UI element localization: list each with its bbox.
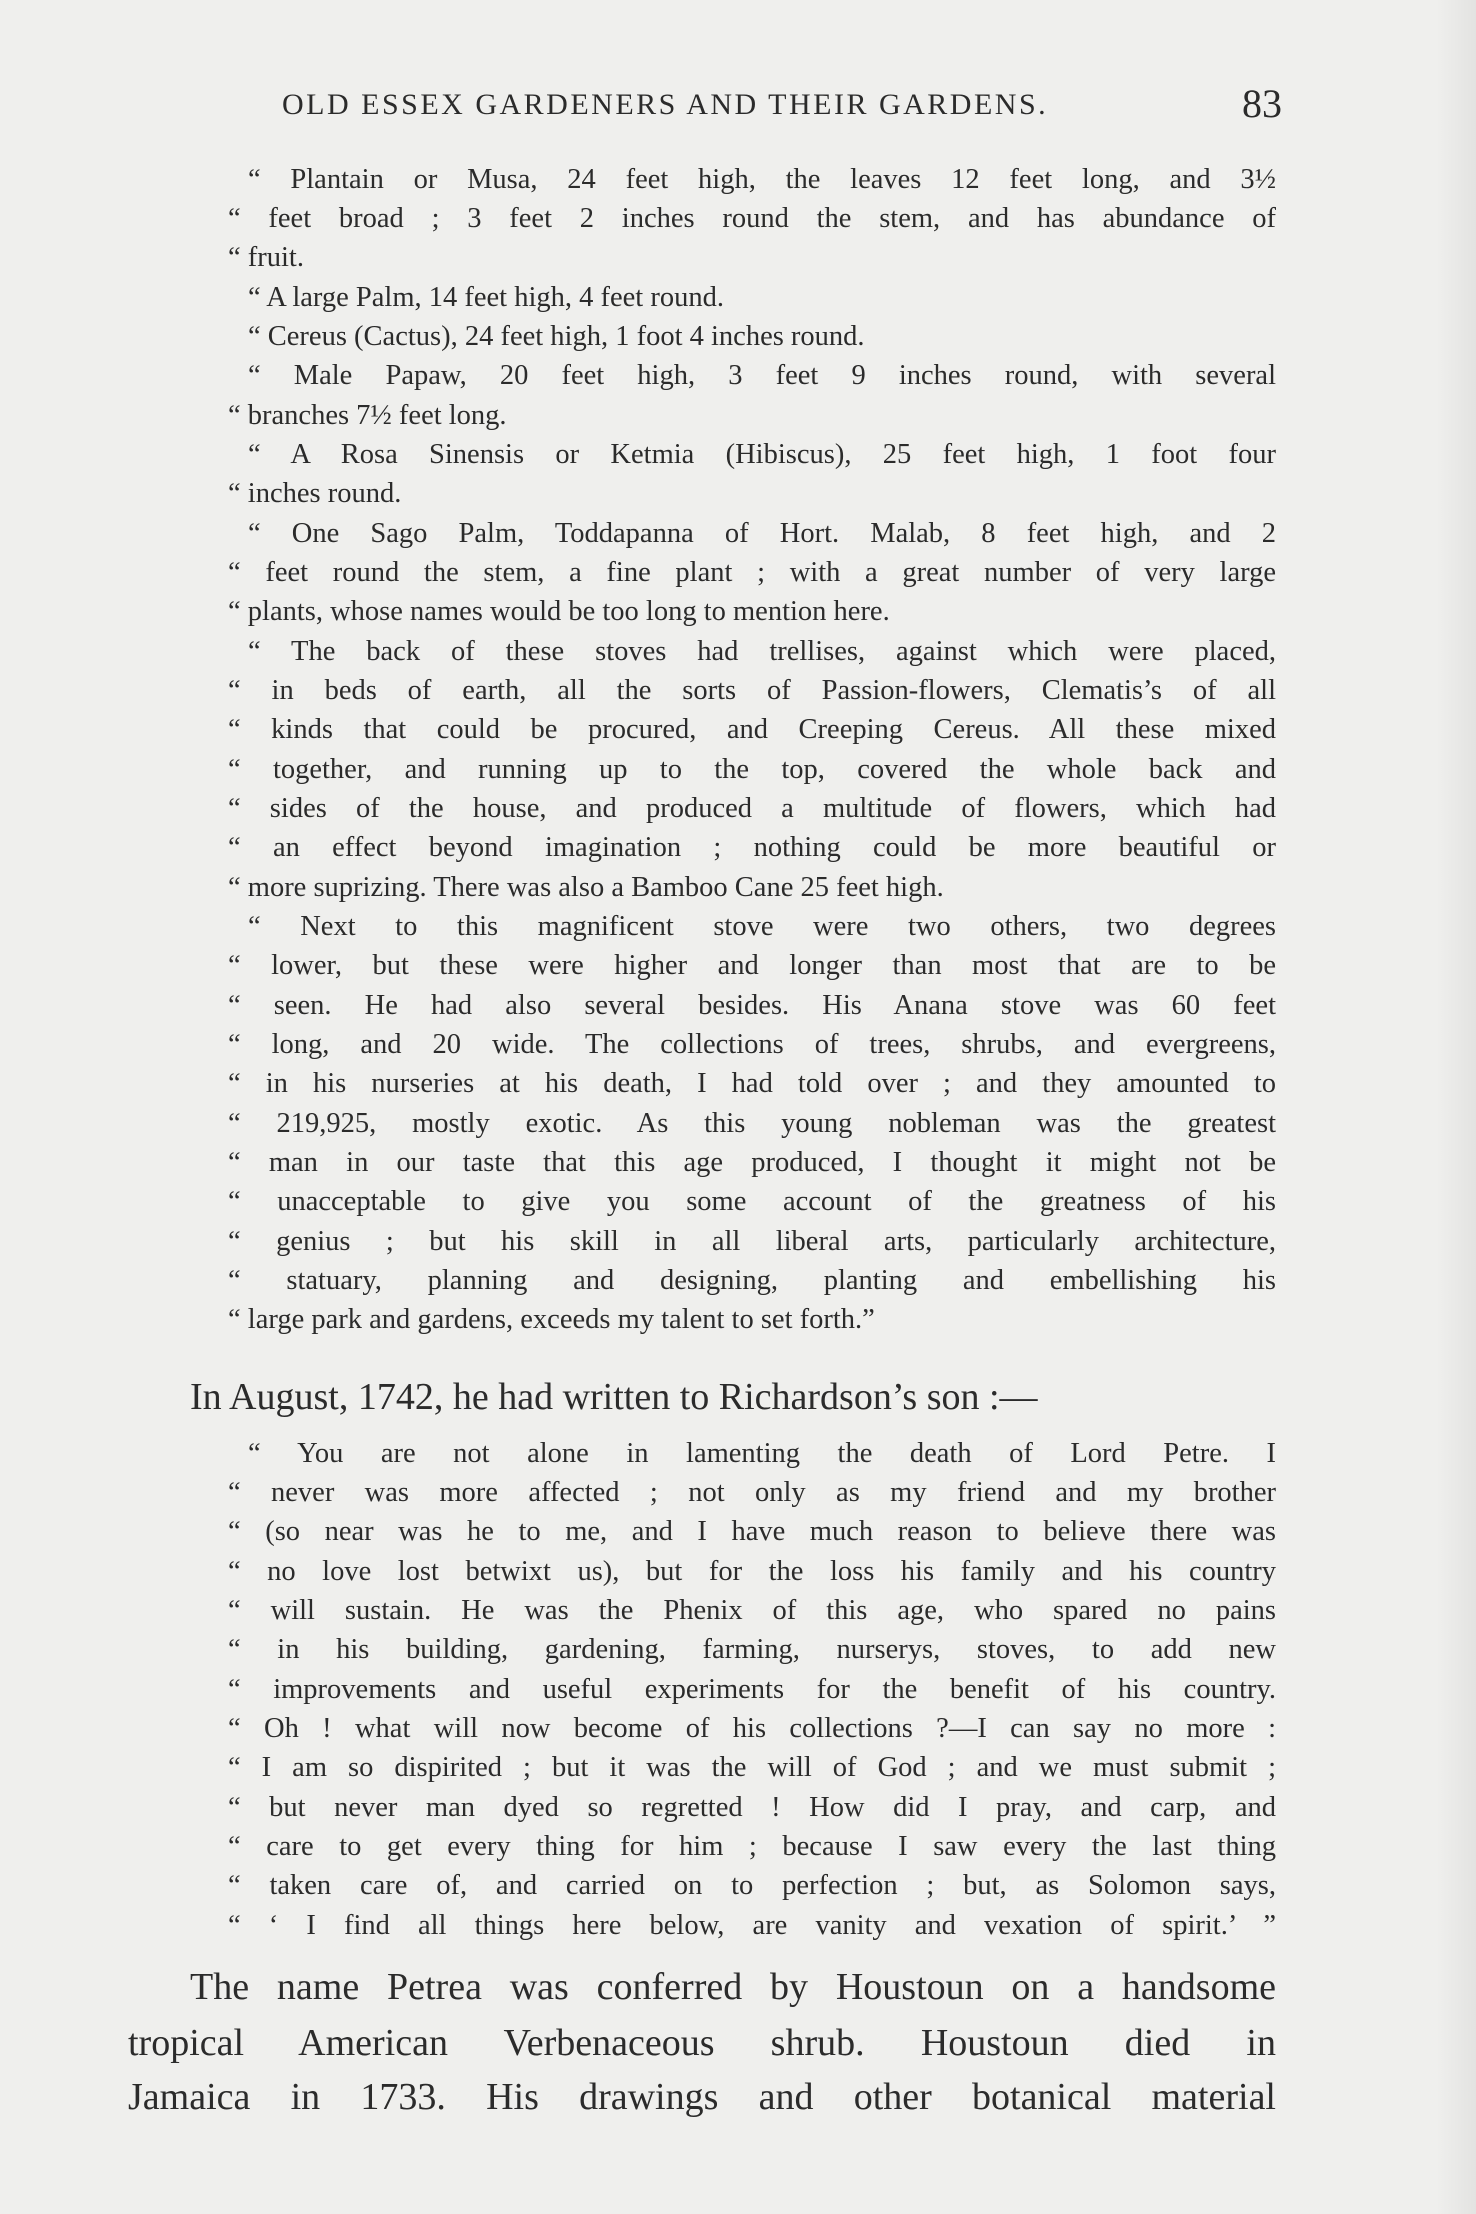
text-line: “ Cereus (Cactus), 24 feet high, 1 foot 4 inches round. (248, 321, 865, 352)
text-line: “ plants, whose names would be too long to mention here. (228, 596, 890, 627)
text-line: “ man in our taste that this age produced, I thought it might not be (228, 1147, 1276, 1178)
text-line: “ in his building, gardening, farming, nurserys, stoves, to add new (228, 1634, 1276, 1665)
text-line: “ sides of the house, and produced a multitude of flowers, which had (228, 793, 1276, 824)
text-line: “ seen. He had also several besides. His Anana stove was 60 feet (228, 990, 1276, 1021)
text-line: “ large park and gardens, exceeds my talent to set forth.” (228, 1304, 875, 1335)
text-line: “ Male Papaw, 20 feet high, 3 feet 9 inches round, with several (248, 360, 1276, 391)
text-line: “ branches 7½ feet long. (228, 400, 507, 431)
text-line: “ kinds that could be procured, and Creeping Cereus. All these mixed (228, 714, 1276, 745)
text-line: “ unacceptable to give you some account of the greatness of his (228, 1186, 1276, 1217)
text-line: “ You are not alone in lamenting the death of Lord Petre. I (248, 1438, 1276, 1469)
text-line: “ feet round the stem, a fine plant ; with a great number of very large (228, 557, 1276, 588)
text-line: tropical American Verbenaceous shrub. Houstoun died in (128, 2022, 1276, 2064)
text-line: “ 219,925, mostly exotic. As this young nobleman was the greatest (228, 1108, 1276, 1139)
text-line: “ improvements and useful experiments for the benefit of his country. (228, 1674, 1276, 1705)
text-line: “ care to get every thing for him ; because I saw every the last thing (228, 1831, 1276, 1862)
text-line: “ One Sago Palm, Toddapanna of Hort. Malab, 8 feet high, and 2 (248, 518, 1276, 549)
text-line: “ feet broad ; 3 feet 2 inches round the stem, and has abundance of (228, 203, 1276, 234)
text-line: “ an effect beyond imagination ; nothing could be more beautiful or (228, 832, 1276, 863)
text-line: “ inches round. (228, 478, 402, 509)
text-line: “ will sustain. He was the Phenix of this age, who spared no pains (228, 1595, 1276, 1626)
text-line: “ taken care of, and carried on to perfection ; but, as Solomon says, (228, 1870, 1276, 1901)
text-line: “ I am so dispirited ; but it was the will of God ; and we must submit ; (228, 1752, 1276, 1783)
text-line: “ Next to this magnificent stove were two others, two degrees (248, 911, 1276, 942)
text-line: “ A Rosa Sinensis or Ketmia (Hibiscus), 25 feet high, 1 foot four (248, 439, 1276, 470)
text-line: “ never was more affected ; not only as my friend and my brother (228, 1477, 1276, 1508)
text-line: “ The back of these stoves had trellises, against which were placed, (248, 636, 1276, 667)
text-line: In August, 1742, he had written to Richardson’s son :— (190, 1376, 1038, 1418)
text-line: “ no love lost betwixt us), but for the loss his family and his country (228, 1556, 1276, 1587)
text-line: “ Oh ! what will now become of his collections ?—I can say no more : (228, 1713, 1276, 1744)
text-line: “ but never man dyed so regretted ! How did I pray, and carp, and (228, 1792, 1276, 1823)
text-line: “ in his nurseries at his death, I had told over ; and they amounted to (228, 1068, 1276, 1099)
page-number: 83 (1242, 81, 1282, 126)
text-line: “ (so near was he to me, and I have much reason to believe there was (228, 1516, 1276, 1547)
text-line: “ statuary, planning and designing, planting and embellishing his (228, 1265, 1276, 1296)
page-header (282, 80, 1282, 140)
text-line: “ in beds of earth, all the sorts of Passion-flowers, Clematis’s of all (228, 675, 1276, 706)
text-line: “ more suprizing. There was also a Bamboo Cane 25 feet high. (228, 872, 944, 903)
text-line: “ together, and running up to the top, covered the whole back and (228, 754, 1276, 785)
page-edge-shadow (1436, 0, 1476, 2214)
running-title: OLD ESSEX GARDENERS AND THEIR GARDENS. (282, 88, 1049, 121)
text-line: “ Plantain or Musa, 24 feet high, the leaves 12 feet long, and 3½ (248, 164, 1276, 195)
text-line: The name Petrea was conferred by Houstoun on a handsome (190, 1966, 1276, 2008)
text-line: “ genius ; but his skill in all liberal arts, particularly architecture, (228, 1226, 1276, 1257)
text-line: “ fruit. (228, 242, 304, 273)
text-line: “ A large Palm, 14 feet high, 4 feet round. (248, 282, 724, 313)
text-line: “ lower, but these were higher and longer than most that are to be (228, 950, 1276, 981)
text-line: “ ‘ I find all things here below, are vanity and vexation of spirit.’ ” (228, 1910, 1276, 1941)
text-line: “ long, and 20 wide. The collections of trees, shrubs, and evergreens, (228, 1029, 1276, 1060)
text-line: Jamaica in 1733. His drawings and other botanical material (128, 2076, 1276, 2118)
